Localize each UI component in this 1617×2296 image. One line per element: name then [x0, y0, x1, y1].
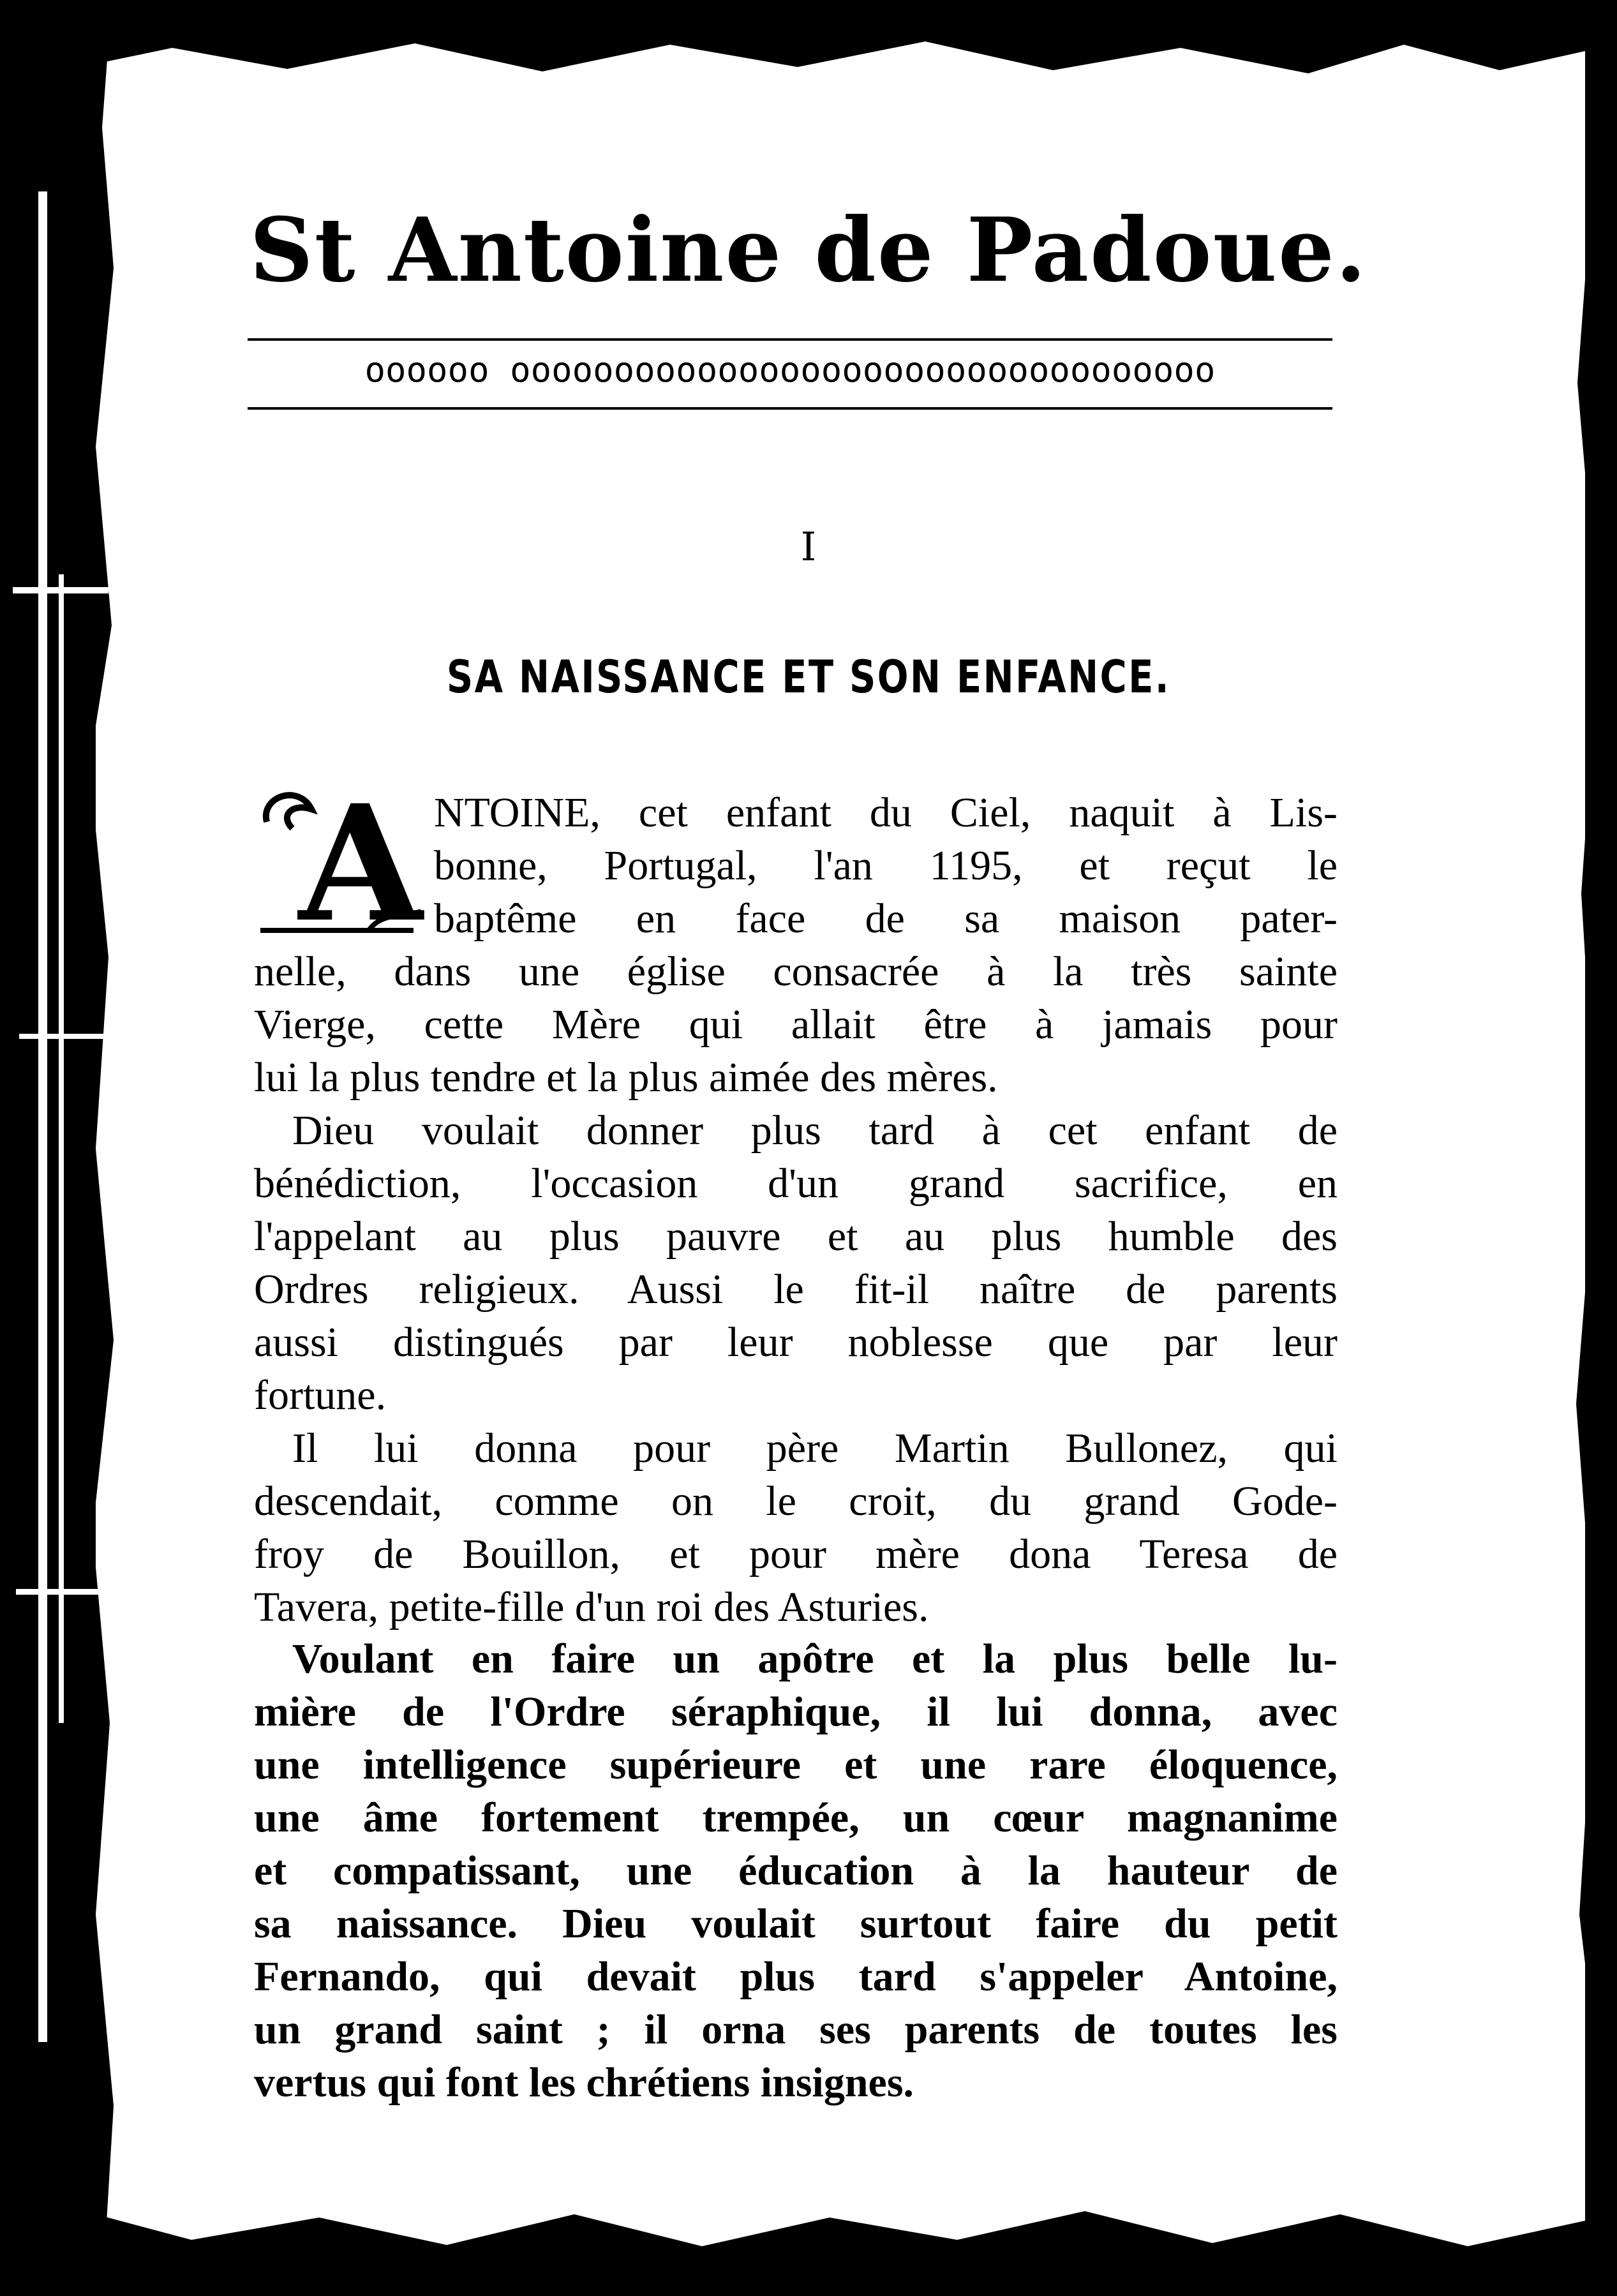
scan-right-edge [1557, 0, 1617, 2296]
scan-top-edge [96, 26, 1585, 77]
text-line: nelle, dans une église consacrée à la très sainte [254, 948, 1338, 995]
text-line: mière de l'Ordre séraphique, il lui donna, avec [254, 1688, 1338, 1735]
text-line: descendait, comme on le croit, du grand Gode- [254, 1478, 1338, 1524]
scan-bottom-edge [96, 2195, 1585, 2265]
text-line: bénédiction, l'occasion d'un grand sacrifice, en [254, 1160, 1338, 1207]
text-line: l'appelant au plus pauvre et au plus humble des [254, 1213, 1338, 1260]
text-line: une intelligence supérieure et une rare éloquence, [254, 1741, 1338, 1788]
ornament-line: oooooo oooooooooooooooooooooooooooooooooo [364, 350, 1216, 390]
text-line: Fernando, qui devait plus tard s'appeler Antoine, [254, 1953, 1338, 2000]
drop-cap-letter: A [299, 770, 422, 957]
title-rule-bottom [248, 407, 1332, 410]
text-line: une âme fortement trempée, un cœur magnanime [254, 1794, 1338, 1841]
scan-left-edge [0, 0, 121, 2296]
text-line: baptême en face de sa maison pater- [434, 895, 1338, 942]
chapter-title: SA NAISSANCE ET SON ENFANCE. [446, 651, 1171, 703]
text-line: Vierge, cette Mère qui allait être à jamais pour [254, 1001, 1338, 1048]
paragraph-2 [254, 1104, 1338, 1422]
text-line: un grand saint ; il orna ses parents de toutes les [254, 2006, 1338, 2053]
text-line: bonne, Portugal, l'an 1195, et reçut le [434, 842, 1338, 889]
paragraph-1 [254, 770, 1338, 1104]
paragraph-3 [254, 1422, 1338, 1634]
text-line: Il lui donna pour père Martin Bullonez, qui [292, 1425, 1338, 1472]
text-line: Ordres religieux. Aussi le fit-il naître de parents [254, 1266, 1338, 1313]
chapter-number: I [800, 523, 817, 570]
text-line: Voulant en faire un apôtre et la plus belle lu- [292, 1636, 1338, 1682]
text-line: fortune. [254, 1372, 387, 1419]
text-line: lui la plus tendre et la plus aimée des mères. [254, 1054, 998, 1101]
title-rule-top [248, 338, 1332, 341]
text-line: froy de Bouillon, et pour mère dona Teresa de [254, 1531, 1338, 1577]
text-line: NTOINE, cet enfant du Ciel, naquit à Lis- [434, 789, 1338, 836]
text-line: aussi distingués par leur noblesse que par leur [254, 1319, 1338, 1366]
text-line: vertus qui font les chrétiens insignes. [254, 2059, 914, 2106]
paragraph-4 [254, 1632, 1338, 2109]
text-line: Dieu voulait donner plus tard à cet enfant de [292, 1107, 1338, 1154]
text-line: et compatissant, une éducation à la hauteur de [254, 1847, 1338, 1894]
page-title: St Antoine de Padoue. [250, 198, 1367, 302]
text-line: sa naissance. Dieu voulait surtout faire du petit [254, 1900, 1338, 1947]
text-line: Tavera, petite-fille d'un roi des Asturies. [254, 1584, 929, 1630]
